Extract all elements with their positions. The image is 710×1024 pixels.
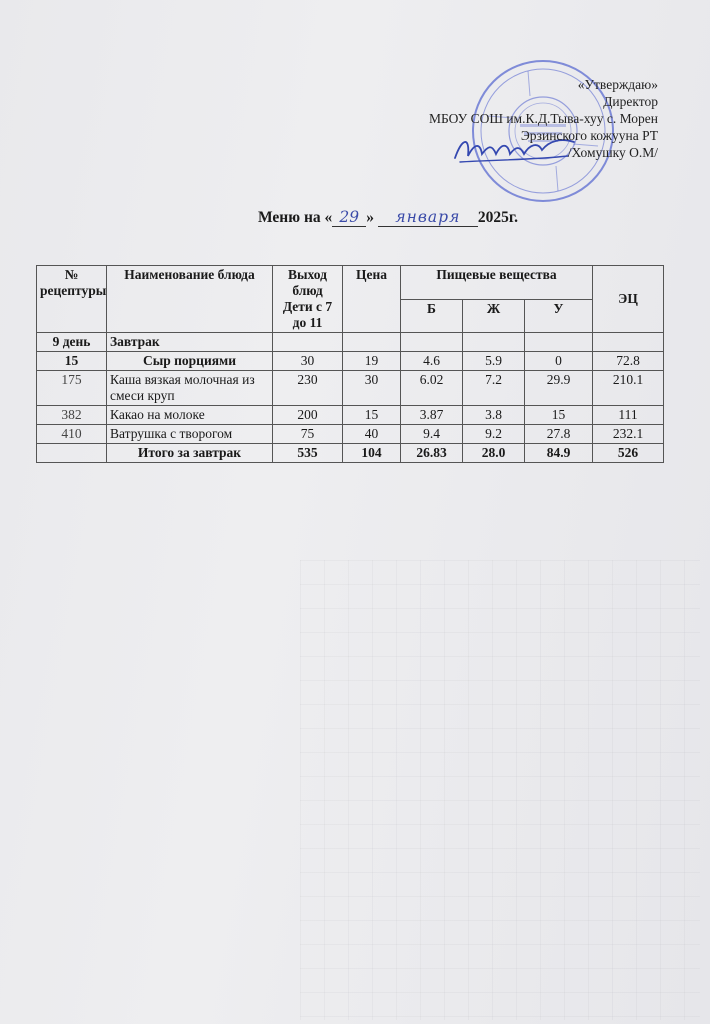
header-price: Цена xyxy=(343,266,401,333)
title-suffix: 2025г. xyxy=(477,209,519,226)
header-u: У xyxy=(525,299,593,333)
section-row xyxy=(37,333,664,352)
row-name: Какао на молоке xyxy=(107,406,273,425)
header-ec: ЭЦ xyxy=(593,266,664,333)
approval-school: МБОУ СОШ им.К.Д.Тыва-хуу с. Морен xyxy=(428,111,658,126)
row-ec: 232.1 xyxy=(593,425,664,444)
total-u: 84.9 xyxy=(525,444,593,463)
title-mid: » xyxy=(366,209,375,226)
header-recipe: № рецептуры xyxy=(37,266,107,333)
row-u: 15 xyxy=(525,406,593,425)
row-code: 410 xyxy=(37,425,107,444)
row-zh: 9.2 xyxy=(463,425,525,444)
row-zh: 5.9 xyxy=(463,352,525,371)
table-header-row xyxy=(37,266,664,300)
total-b: 26.83 xyxy=(401,444,463,463)
row-code: 382 xyxy=(37,406,107,425)
header-nutrients: Пищевые вещества xyxy=(401,266,593,300)
section-day: 9 день xyxy=(37,333,107,352)
header-name: Наименование блюда xyxy=(107,266,273,333)
row-ec: 210.1 xyxy=(593,371,664,406)
total-label: Итого за завтрак xyxy=(107,444,273,463)
header-b: Б xyxy=(401,299,463,333)
title-month-handwritten: января xyxy=(378,208,478,227)
show-through-grid xyxy=(300,560,700,1020)
header-zh: Ж xyxy=(463,299,525,333)
row-output: 200 xyxy=(273,406,343,425)
row-ec: 111 xyxy=(593,406,664,425)
approval-district: Эрзинского кожууна РТ xyxy=(520,128,658,143)
table-row xyxy=(37,406,664,425)
row-u: 0 xyxy=(525,352,593,371)
row-name: Сыр порциями xyxy=(107,352,273,371)
total-row xyxy=(37,444,664,463)
row-ec: 72.8 xyxy=(593,352,664,371)
row-price: 15 xyxy=(343,406,401,425)
table-row xyxy=(37,425,664,444)
header-output: Выход блюд Дети с 7 до 11 xyxy=(273,266,343,333)
row-u: 27.8 xyxy=(525,425,593,444)
table-row xyxy=(37,352,664,371)
title-prefix: Меню на « xyxy=(258,209,333,226)
row-b: 9.4 xyxy=(401,425,463,444)
total-ec: 526 xyxy=(593,444,664,463)
menu-table xyxy=(36,265,664,463)
section-meal: Завтрак xyxy=(107,333,273,352)
total-zh: 28.0 xyxy=(463,444,525,463)
title-day-handwritten: 29 xyxy=(332,208,366,227)
row-zh: 3.8 xyxy=(463,406,525,425)
row-b: 3.87 xyxy=(401,406,463,425)
row-code: 15 xyxy=(37,352,107,371)
approval-signatory: /Хомушку О.М/ xyxy=(567,145,658,160)
table-row xyxy=(37,371,664,406)
total-price: 104 xyxy=(343,444,401,463)
menu-title xyxy=(258,208,518,227)
approval-title: «Утверждаю» xyxy=(577,77,658,92)
row-price: 19 xyxy=(343,352,401,371)
row-name: Каша вязкая молочная из смеси круп xyxy=(107,371,273,406)
approval-block xyxy=(429,76,658,161)
row-output: 230 xyxy=(273,371,343,406)
row-price: 40 xyxy=(343,425,401,444)
approval-position: Директор xyxy=(603,94,658,109)
row-name: Ватрушка с творогом xyxy=(107,425,273,444)
row-b: 6.02 xyxy=(401,371,463,406)
row-output: 75 xyxy=(273,425,343,444)
row-code: 175 xyxy=(37,371,107,406)
row-b: 4.6 xyxy=(401,352,463,371)
row-price: 30 xyxy=(343,371,401,406)
row-output: 30 xyxy=(273,352,343,371)
row-zh: 7.2 xyxy=(463,371,525,406)
row-u: 29.9 xyxy=(525,371,593,406)
total-output: 535 xyxy=(273,444,343,463)
